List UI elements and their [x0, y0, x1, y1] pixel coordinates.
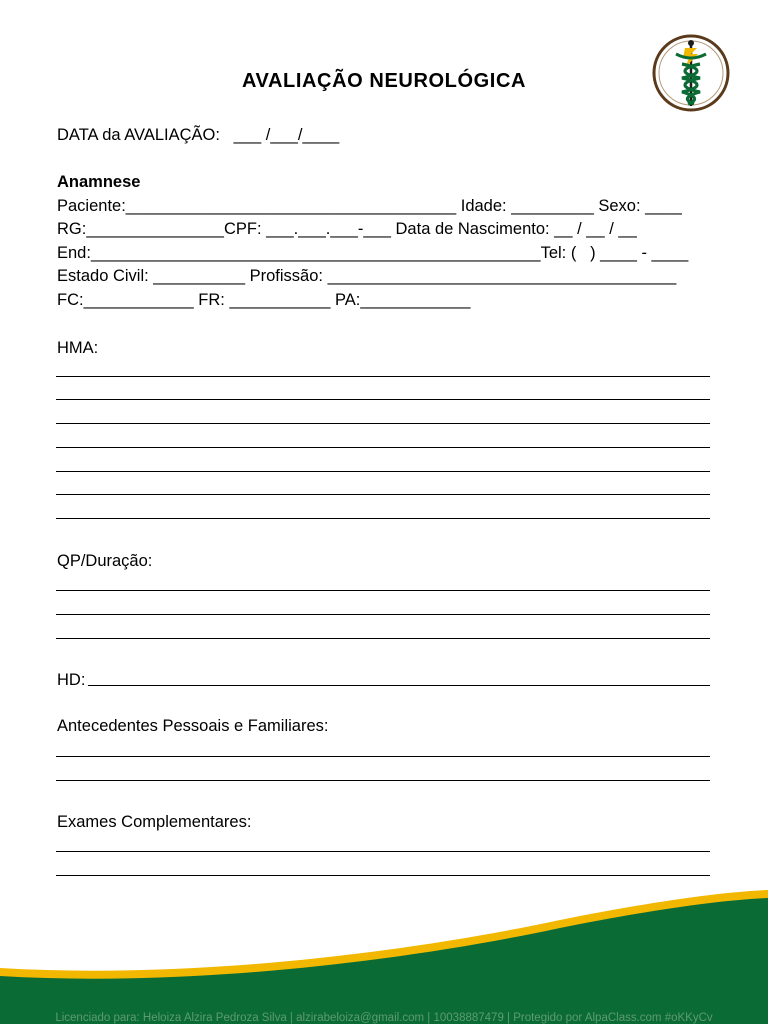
qp-answer-line[interactable] — [56, 614, 710, 615]
document-ids-field-line[interactable]: RG:_______________CPF: ___.___.___-___ Data de Nascimento: __ / __ / __ — [57, 220, 637, 238]
antecedents-answer-line[interactable] — [56, 780, 710, 781]
hma-answer-line[interactable] — [56, 494, 710, 495]
hma-answer-line[interactable] — [56, 518, 710, 519]
vital-signs-field-line[interactable]: FC:____________ FR: ___________ PA:____________ — [57, 291, 471, 309]
evaluation-date-field[interactable]: DATA da AVALIAÇÃO: ___ /___/____ — [57, 126, 340, 144]
civil-status-profession-field-line[interactable]: Estado Civil: __________ Profissão: ______________________________________ — [57, 267, 677, 285]
hma-answer-line[interactable] — [56, 399, 710, 400]
exams-label: Exames Complementares: — [57, 813, 252, 831]
patient-field-line[interactable]: Paciente:____________________________________ Idade: _________ Sexo: ____ — [57, 197, 682, 215]
hd-label: HD: — [57, 671, 86, 689]
exams-answer-line[interactable] — [56, 851, 710, 852]
hma-answer-line[interactable] — [56, 447, 710, 448]
qp-duration-label: QP/Duração: — [57, 552, 153, 570]
antecedents-label: Antecedentes Pessoais e Familiares: — [57, 717, 329, 735]
hma-label: HMA: — [57, 339, 99, 357]
license-footer-text: Licenciado para: Heloiza Alzira Pedroza Silva | alzirabeloiza@gmail.com | 10038887479 | Protegido por AlpaClass.com #oKKyCv — [55, 1012, 713, 1024]
hd-answer-line[interactable] — [88, 685, 710, 686]
qp-answer-line[interactable] — [56, 638, 710, 639]
footer-wave-decoration — [0, 870, 768, 1024]
page-title: AVALIAÇÃO NEUROLÓGICA — [241, 70, 527, 92]
anamnese-heading: Anamnese — [57, 173, 141, 191]
hma-answer-line[interactable] — [56, 471, 710, 472]
qp-answer-line[interactable] — [56, 590, 710, 591]
address-phone-field-line[interactable]: End:_________________________________________________Tel: ( ) ____ - ____ — [57, 244, 689, 262]
hma-answer-line[interactable] — [56, 423, 710, 424]
antecedents-answer-line[interactable] — [56, 756, 710, 757]
hma-answer-line[interactable] — [56, 376, 710, 377]
